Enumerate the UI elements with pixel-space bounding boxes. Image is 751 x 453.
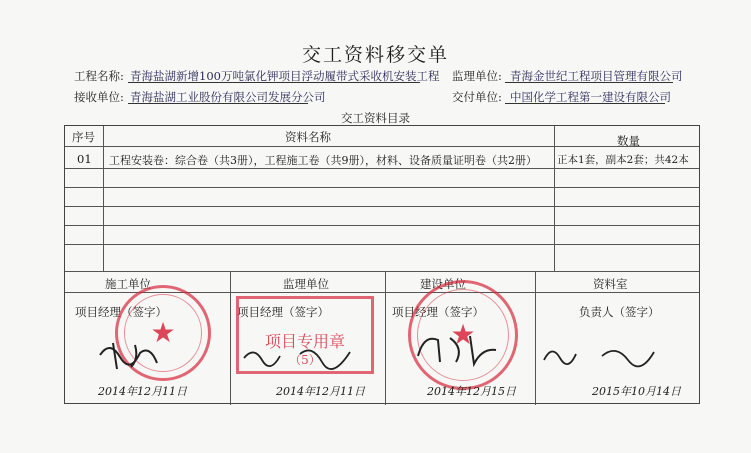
- table-caption: 交工资料目录: [341, 111, 410, 125]
- delivery-value: 中国化学工程第一建设有限公司: [510, 90, 671, 104]
- building-signature-scribble: [412, 328, 502, 370]
- table-col-divider: [535, 271, 536, 405]
- archive-date: 2015年10月14日: [592, 385, 681, 398]
- building-pm-label: 项目经理（签字）: [392, 305, 484, 319]
- archive-signature-scribble: [540, 340, 660, 370]
- project-seal-number: （5）: [289, 353, 321, 367]
- col-header-no: 序号: [72, 130, 95, 144]
- row-name: 工程安装卷：综合卷（共3册），工程施工卷（共9册），材料、设备质量证明卷（共2册）: [109, 154, 537, 167]
- table-col-divider: [230, 271, 231, 405]
- table-rule: [65, 187, 699, 188]
- document-title: 交工资料移交单: [301, 44, 449, 66]
- project-name-value: 青海盐湖新增100万吨氯化钾项目浮动履带式采收机安装工程: [130, 69, 440, 83]
- supervisor-value: 青海金世纪工程项目管理有限公司: [510, 69, 683, 83]
- table-rule: [65, 244, 699, 245]
- project-name-label: 工程名称:: [74, 69, 124, 83]
- table-col-divider: [554, 126, 555, 271]
- receiver-label: 接收单位:: [74, 90, 124, 104]
- supervision-pm-label: 项目经理（签字）: [237, 305, 329, 319]
- construction-unit-header: 施工单位: [105, 277, 151, 291]
- archive-owner-label: 负责人（签字）: [579, 305, 660, 319]
- seal-star-icon: ★: [450, 317, 476, 351]
- table-col-divider: [103, 126, 104, 271]
- table-rule: [65, 271, 699, 272]
- row-qty: 正本1套，副本2套；共42本: [557, 154, 689, 166]
- project-seal-text: 项目专用章: [264, 332, 345, 351]
- supervision-unit-header: 监理单位: [283, 277, 329, 291]
- building-unit-header: 建设单位: [420, 277, 466, 291]
- archive-room-header: 资料室: [593, 277, 628, 291]
- construction-signature-scribble: [95, 335, 165, 375]
- building-date: 2014年12月15日: [427, 385, 516, 398]
- supervisor-label: 监理单位:: [452, 69, 502, 83]
- table-rule: [65, 168, 699, 169]
- table-rule: [65, 206, 699, 207]
- construction-pm-label: 项目经理（签字）: [75, 305, 167, 319]
- supervision-signature-scribble: [240, 340, 360, 370]
- receiver-value: 青海盐湖工业股份有限公司发展分公司: [130, 90, 326, 104]
- row-no: 01: [77, 152, 92, 166]
- seal-star-icon: ★: [150, 315, 176, 349]
- supervisor-underline: [505, 82, 673, 83]
- col-header-name: 资料名称: [285, 130, 331, 144]
- construction-date: 2014年12月11日: [98, 385, 187, 398]
- receiver-underline: [128, 103, 308, 104]
- col-header-qty: 数量: [617, 134, 640, 148]
- delivery-underline: [505, 103, 665, 104]
- delivery-label: 交付单位:: [452, 90, 502, 104]
- table-rule: [65, 146, 699, 147]
- table-rule: [65, 225, 699, 226]
- project-name-underline: [128, 82, 420, 83]
- supervision-date: 2014年12月11日: [276, 385, 365, 398]
- table-col-divider: [385, 271, 386, 405]
